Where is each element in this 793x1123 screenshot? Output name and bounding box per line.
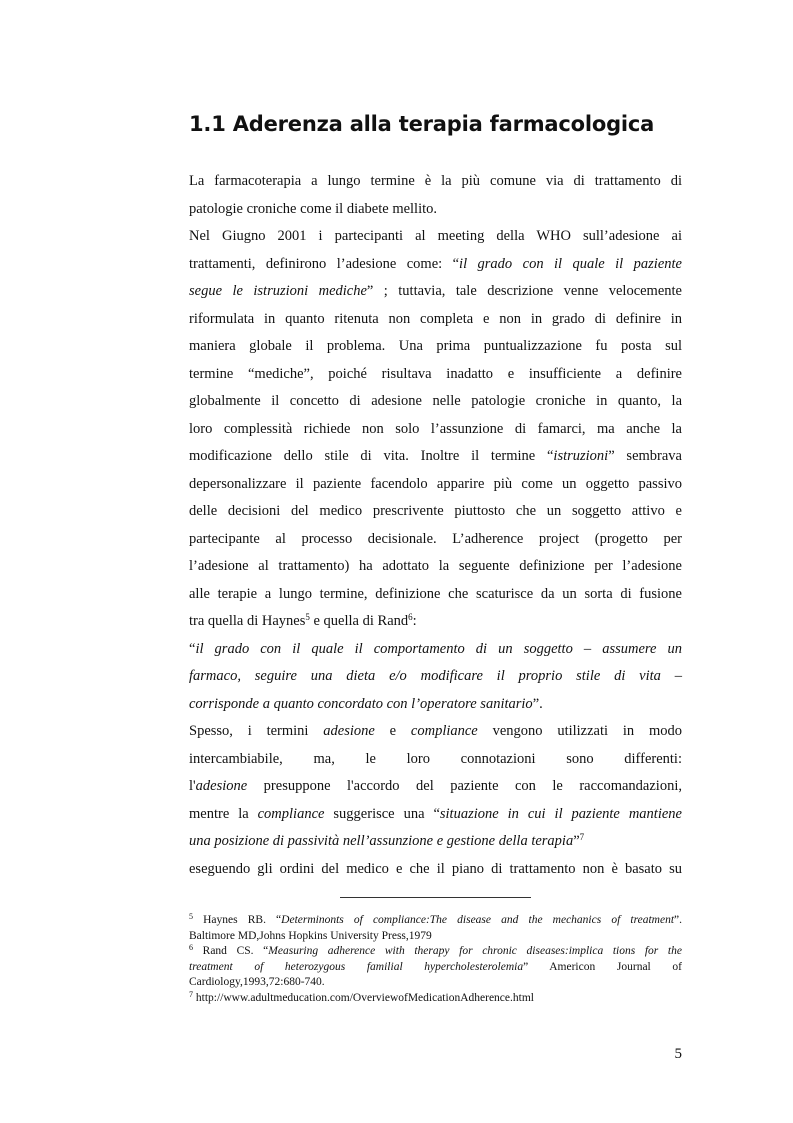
- text-line: segue le istruzioni mediche” ; tuttavia, tale descrizione venne velocemente: [189, 283, 682, 299]
- footnotes: [189, 913, 682, 1006]
- text-line: [189, 663, 682, 691]
- italic-quote: il grado con il quale il paziente: [459, 255, 682, 272]
- italic-term: istruzioni: [553, 448, 609, 464]
- footnote-line: treatment of heterozygous familial hypercholesterolemia” Americon Journal of: [189, 960, 682, 973]
- footnote-separator: [340, 897, 531, 898]
- footnote-ref[interactable]: 5: [305, 612, 310, 622]
- text-line: l'adesione presuppone l'accordo del paziente con le raccomandazioni,: [189, 778, 682, 794]
- footnote-line: Cardiology,1993,72:680-740.: [189, 976, 325, 988]
- footnote-line: Baltimore MD,Johns Hopkins University Press,1979: [189, 929, 432, 942]
- text-line: patologie croniche come il diabete mellito.: [189, 200, 438, 217]
- italic-quote: segue le istruzioni mediche: [189, 283, 367, 299]
- text-line: maniera globale il problema. Una prima puntualizzazione fu posta sul: [189, 338, 682, 354]
- italic-quote: il grado con il quale il comportamento di un soggetto – assumere un: [195, 640, 682, 657]
- text-line: “il grado con il quale il comportamento di un soggetto – assumere un: [189, 640, 682, 657]
- italic-term: compliance: [257, 805, 325, 822]
- footnote-ref[interactable]: 7: [579, 832, 585, 842]
- text-line: mentre la compliance suggerisce una “situazione in cui il paziente mantiene: [189, 805, 682, 822]
- text-line: una posizione di passività nell’assunzione e gestione della terapia”$^7$: [189, 832, 585, 849]
- italic-quote: una posizione di passività nell’assunzione e gestione della terapia: [189, 833, 574, 849]
- text-line: loro complessità richiede non solo l’assunzione di famarci, ma anche la: [189, 420, 682, 437]
- italic-term: adesione: [323, 723, 375, 739]
- text-line: modificazione dello stile di vita. Inoltre il termine “istruzioni” sembrava: [189, 448, 682, 464]
- footnote-link[interactable]: http://www.adultmeducation.com/OverviewofMedicationAdherence.html: [193, 991, 534, 1004]
- footnote-line: [189, 991, 682, 1007]
- text-line: trattamenti, definirono l’adesione come: “il grado con il quale il paziente: [189, 255, 682, 272]
- italic-quote: farmaco, seguire una dieta e/o modificare il proprio stile di vita –: [189, 668, 682, 684]
- page-number: 5: [674, 1046, 682, 1062]
- text-line: eseguendo gli ordini del medico e che il piano di trattamento non è basato su: [189, 860, 682, 877]
- section-heading: 1.1 Aderenza alla terapia farmacologica: [189, 112, 655, 136]
- text-line: riformulata in quanto ritenuta non completa e non in grado di definire in: [189, 310, 682, 327]
- text-line: alle terapie a lungo termine, definizione che scaturisce da un sorta di fusione: [189, 585, 682, 602]
- footnote-ref[interactable]: 6: [408, 612, 413, 622]
- text-line: delle decisioni del medico prescrivente piuttosto che un soggetto attivo e: [189, 503, 682, 519]
- footnote-number: 7: [189, 989, 193, 999]
- italic-quote: corrisponde a quanto concordato con l’operatore sanitario: [189, 695, 533, 712]
- text-line: Spesso, i termini adesione e compliance vengono utilizzati in modo: [189, 723, 682, 739]
- footnote-line: $^6$ Rand CS. “Measuring adherence with therapy for chronic diseases:implica tions for the: [189, 943, 682, 957]
- text-line: termine “mediche”, poiché risultava inadatto e insufficiente a definire: [189, 365, 682, 382]
- italic-quote: situazione in cui il paziente mantiene: [439, 805, 682, 822]
- italic-term: adesione: [195, 778, 248, 794]
- text-line: Nel Giugno 2001 i partecipanti al meeting della WHO sull’adesione ai: [189, 228, 682, 244]
- italic-term: compliance: [410, 723, 478, 739]
- text-line: La farmacoterapia a lungo termine è la più comune via di trattamento di: [189, 173, 682, 189]
- footnote-line: $^5$ Haynes RB. “Determinonts of compliance:The disease and the mechanics of treatment”.: [189, 912, 683, 926]
- text-line: intercambiabile, ma, le loro connotazioni sono differenti:: [189, 750, 682, 767]
- text-line: tra quella di Haynes$^5$ e quella di Rand$^6$:: [189, 612, 417, 629]
- text-line: l’adesione al trattamento) ha adottato la seguente definizione per l’adesione: [189, 558, 682, 574]
- text-line: globalmente il concetto di adesione nelle patologie croniche in quanto, la: [189, 393, 682, 409]
- footnote-number: 6: [189, 943, 193, 952]
- text-line: partecipante al processo decisionale. L’adherence project (progetto per: [189, 530, 682, 547]
- body-text: [189, 168, 682, 883]
- text-line: depersonalizzare il paziente facendolo apparire più come un oggetto passivo: [189, 475, 682, 492]
- text-line: corrisponde a quanto concordato con l’operatore sanitario”.: [189, 695, 543, 712]
- footnote-number: 5: [189, 912, 193, 921]
